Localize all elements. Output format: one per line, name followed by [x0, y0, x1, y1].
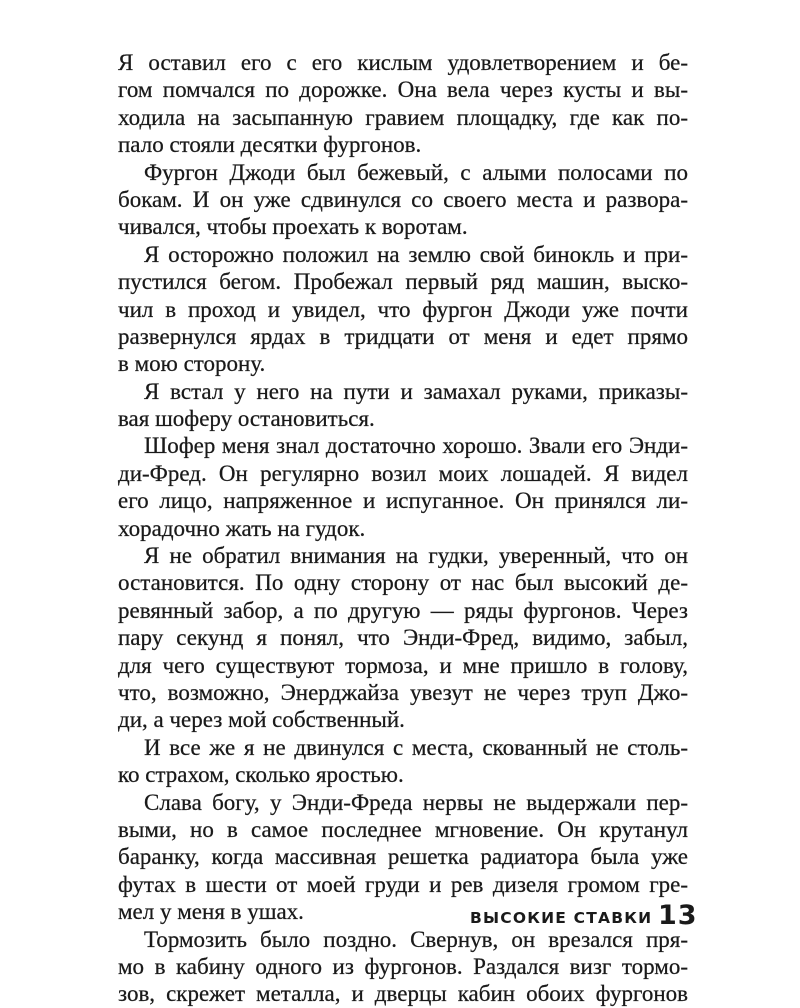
text-line: мо в кабину одного из фургонов. Раздался визг тормо-: [118, 953, 688, 979]
text-line: Я осторожно положил на землю свой бинокль и при-: [144, 241, 688, 267]
text-line: футах в шести от моей груди и рев дизеля громом гре-: [118, 871, 688, 897]
page-footer: [470, 900, 698, 936]
text-line: Я не обратил внимания на гудки, уверенный, что он: [144, 543, 688, 569]
page-number: 13: [658, 900, 698, 931]
text-line: остановится. По одну сторону от нас был высокий де-: [118, 570, 688, 596]
text-line: хорадочно жать на гудок.: [118, 515, 366, 541]
text-line: ревянный забор, а по другую — ряды фургонов. Через: [118, 597, 688, 623]
text-line: мел у меня в ушах.: [118, 899, 304, 925]
text-line: для чего существуют тормоза, и мне пришло в голову,: [118, 652, 688, 678]
text-line: баранку, когда массивная решетка радиатора была уже: [118, 844, 688, 870]
text-line: ко страхом, сколько яростью.: [118, 762, 404, 788]
text-line: что, возможно, Энерджайза увезут не через труп Джо-: [118, 679, 688, 705]
text-line: ди, а через мой собственный.: [118, 707, 405, 733]
text-line: пало стояли десятки фургонов.: [118, 132, 422, 158]
text-line: Фургон Джоди был бежевый, с алыми полосами по: [144, 159, 688, 185]
text-line: пару секунд я понял, что Энди-Фред, видимо, забыл,: [118, 625, 688, 651]
text-line: ходила на засыпанную гравием площадку, где как по-: [118, 104, 688, 130]
text-line: гом помчался по дорожке. Она вела через кусты и вы-: [118, 77, 688, 103]
text-line: Тормозить было поздно. Свернув, он врезался пря-: [144, 926, 688, 952]
text-line: бокам. И он уже сдвинулся со своего места и развора-: [118, 186, 688, 212]
text-line: чивался, чтобы проехать к воротам.: [118, 214, 468, 240]
text-line: выми, но в самое последнее мгновение. Он крутанул: [118, 816, 688, 842]
body-text: [118, 49, 688, 1008]
text-line: Я встал у него на пути и замахал руками, приказы-: [144, 378, 688, 404]
text-line: ди-Фред. Он регулярно возил моих лошадей. Я видел: [118, 460, 688, 486]
text-line: пустился бегом. Пробежал первый ряд машин, выско-: [118, 269, 688, 295]
text-line: в мою сторону.: [118, 351, 266, 377]
text-line: его лицо, напряженное и испуганное. Он принялся ли-: [118, 488, 688, 514]
text-line: И все же я не двинулся с места, скованный не столь-: [144, 734, 688, 760]
text-line: Я оставил его с его кислым удовлетворением и бе-: [118, 50, 688, 75]
text-line: вая шоферу остановиться.: [118, 406, 375, 432]
text-line: зов, скрежет металла, и дверцы кабин обоих фургонов: [118, 981, 688, 1007]
running-title: ВЫСОКИЕ СТАВКИ: [470, 909, 653, 927]
text-line: развернулся ярдах в тридцати от меня и едет прямо: [118, 323, 688, 349]
text-line: Шофер меня знал достаточно хорошо. Звали его Энди-: [144, 433, 688, 459]
text-line: чил в проход и увидел, что фургон Джоди уже почти: [118, 296, 688, 322]
text-line: Слава богу, у Энди-Фреда нервы не выдержали пер-: [144, 789, 688, 815]
